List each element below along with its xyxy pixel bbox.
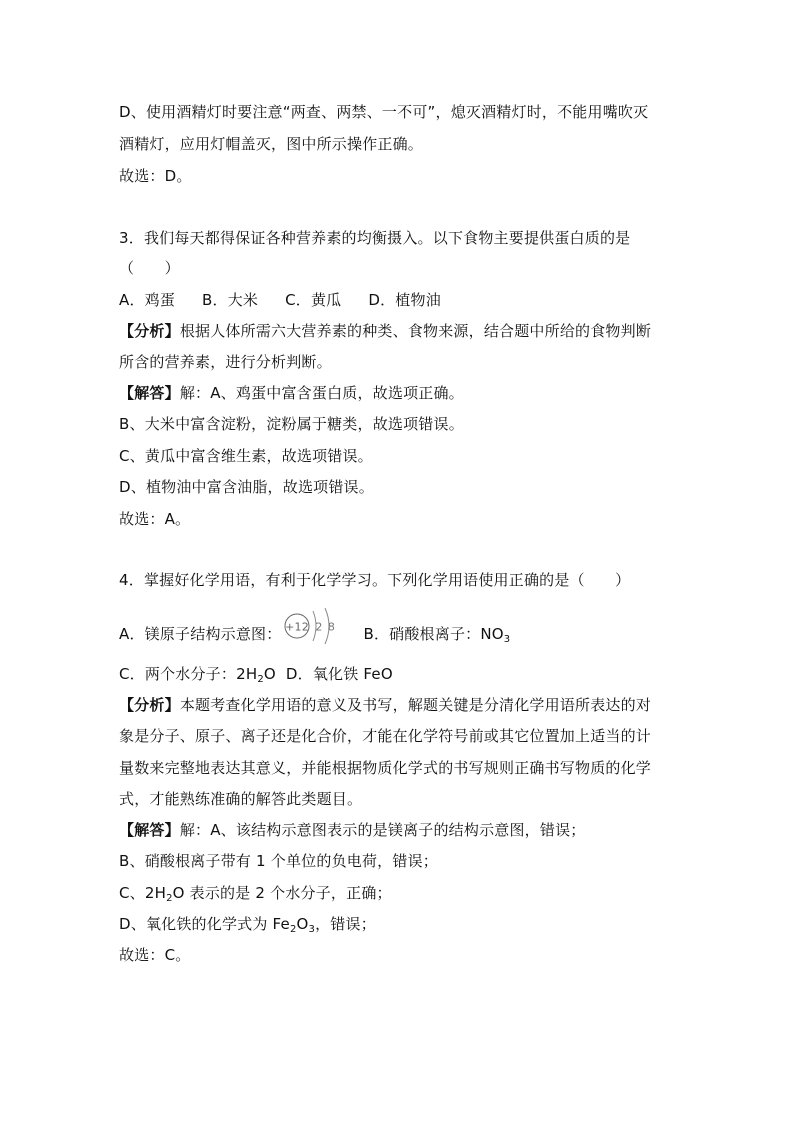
q4-analysis-line1 [119, 695, 651, 715]
q4-solution4-subscript2: 3 [308, 924, 316, 935]
q3-analysis-text1: 根据人体所需六大营养素的种类、食物来源，结合题中所给的食物判断 [179, 322, 652, 340]
q4-option-b [363, 625, 510, 643]
q4-solution4-suffix: ，错误； [315, 915, 376, 933]
q4-option-c-text: C．两个水分子：2H [119, 665, 258, 683]
q4-stem: 4．掌握好化学用语，有利于化学学习。下列化学用语使用正确的是（ ） [119, 571, 631, 589]
q4-analysis-line3: 量数来完整地表达其意义，并能根据物质化学式的书写规则正确书写物质的化学 [119, 759, 652, 777]
q3-analysis-tag: 【分析】 [119, 322, 180, 340]
q4-solution4-prefix: D、氧化铁的化学式为 Fe [119, 915, 290, 933]
q2-option-d-line2: 酒精灯，应用灯帽盖灭，图中所示操作正确。 [119, 135, 424, 153]
q3-stem-line1: 3．我们每天都得保证各种营养素的均衡摄入。以下食物主要提供蛋白质的是 [119, 229, 631, 247]
q2-option-d-line1: D、使用酒精灯时要注意“两查、两禁、一不可”，熄灭酒精灯时，不能用嘴吹灭 [119, 103, 649, 121]
magnesium-atom-structure-diagram [283, 604, 343, 665]
q4-option-c [119, 665, 276, 683]
q4-solution-tag: 【解答】 [119, 821, 180, 839]
q3-solution-line1 [119, 383, 464, 403]
q3-solution-line3: C、黄瓜中富含维生素，故选项错误。 [119, 447, 373, 465]
q4-solution4-subscript1: 2 [289, 924, 297, 935]
q4-analysis-tag: 【分析】 [119, 696, 180, 714]
q4-solution-line3 [119, 883, 392, 903]
q3-stem-line2: （ ） [119, 259, 180, 277]
q4-solution3-suffix: O 表示的是 2 个水分子，正确； [172, 884, 392, 902]
q3-option-a: A．鸡蛋 [119, 291, 176, 309]
q3-solution-tag: 【解答】 [119, 384, 180, 402]
q4-option-b-text: B．硝酸根离子：NO [363, 625, 504, 643]
q3-analysis-line1 [119, 321, 651, 341]
q3-option-b: B．大米 [202, 291, 259, 309]
q4-option-b-subscript: 3 [503, 634, 511, 645]
q3-answer: 故选：A。 [119, 510, 191, 528]
q3-option-d: D．植物油 [368, 291, 441, 309]
q3-analysis-line2: 所含的营养素，进行分析判断。 [119, 353, 332, 371]
q3-solution-text1: 解：A、鸡蛋中富含蛋白质，故选项正确。 [179, 384, 464, 402]
shell2-electron-count: 8 [328, 620, 336, 634]
q4-options-ab [119, 604, 510, 648]
q4-solution3-prefix: C、2H [119, 884, 167, 902]
nucleus-charge-label: +12 [285, 620, 310, 634]
q3-solution-line4: D、植物油中富含油脂，故选项错误。 [119, 478, 374, 496]
q4-solution4-mid: O [296, 915, 309, 933]
q3-solution-line2: B、大米中富含淀粉，淀粉属于糖类，故选项错误。 [119, 415, 464, 433]
q3-option-c: C．黄瓜 [285, 291, 342, 309]
q4-solution-line1 [119, 820, 585, 840]
q4-analysis-line2: 象是分子、原子、离子还是化合价，才能在化学符号前或其它位置加上适当的计 [119, 727, 652, 745]
q4-solution-line2: B、硝酸根离子带有 1 个单位的负电荷，错误； [119, 852, 438, 870]
q2-answer: 故选：D。 [119, 167, 192, 185]
q4-option-a: A．镁原子结构示意图： [119, 625, 282, 643]
q4-options-cd [119, 664, 393, 684]
q3-options [119, 290, 441, 310]
q4-option-d: D．氧化铁 FeO [285, 665, 393, 683]
q4-analysis-text1: 本题考查化学用语的意义及书写，解题关键是分清化学用语所表达的对 [179, 696, 652, 714]
q4-option-c-subscript: 2 [257, 674, 264, 685]
shell1-electron-count: 2 [315, 620, 324, 634]
q4-option-c-suffix: O [263, 665, 276, 683]
q4-answer: 故选：C。 [119, 946, 191, 964]
q4-analysis-line4: 式，才能熟练准确的解答此类题目。 [119, 790, 363, 808]
q4-solution-line4 [119, 914, 376, 934]
q4-solution3-subscript: 2 [166, 893, 173, 904]
q4-solution-text1: 解：A、该结构示意图表示的是镁离子的结构示意图，错误； [179, 821, 586, 839]
